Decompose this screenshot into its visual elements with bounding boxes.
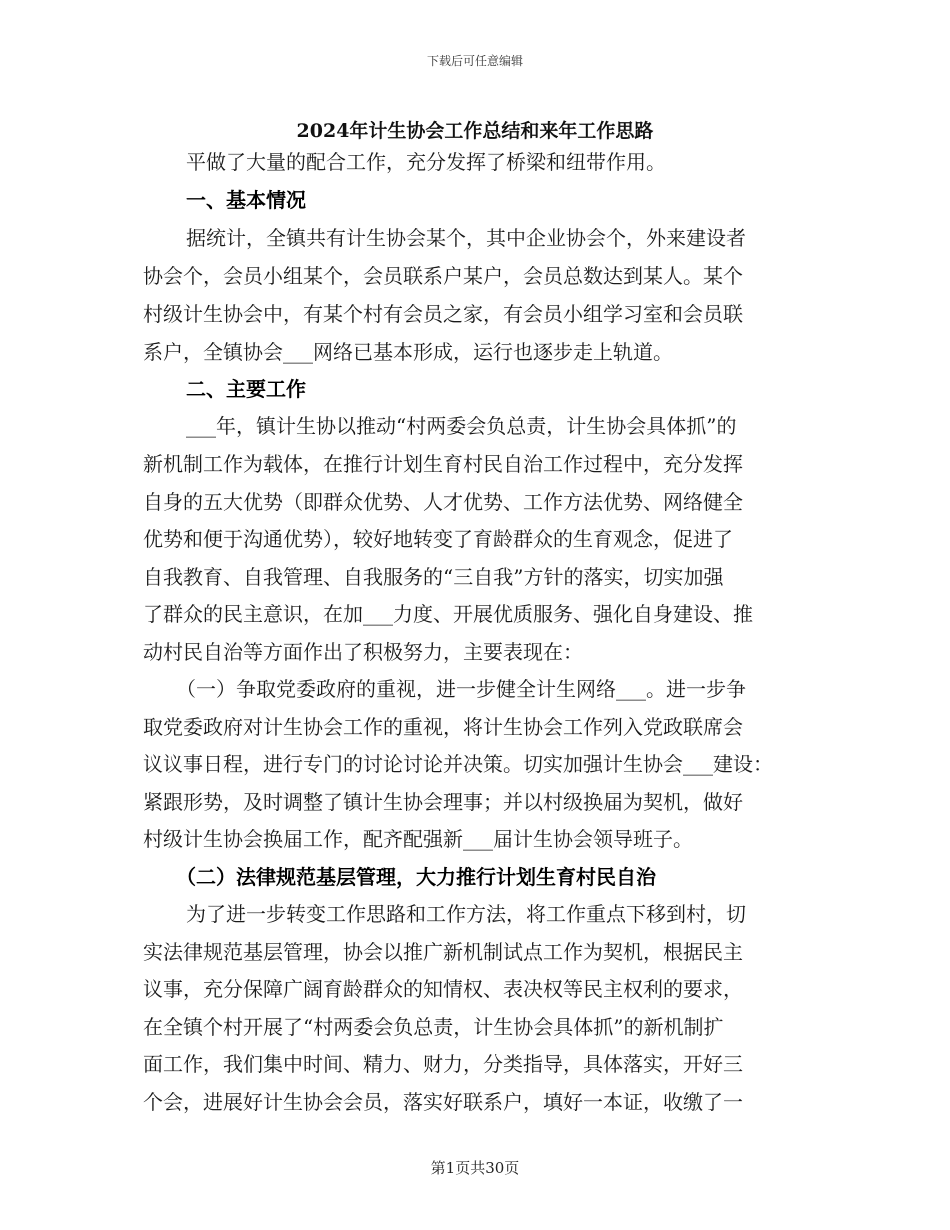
paragraph-line: 为了进一步转变工作思路和工作方法，将工作重点下移到村，切 [186, 902, 746, 926]
paragraph-line: 村级计生协会换届工作，配齐配强新___届计生协会领导班子。 [143, 827, 693, 851]
paragraph-line: 紧跟形势，及时调整了镇计生协会理事；并以村级换届为契机，做好 [143, 790, 743, 814]
section-heading: 二、主要工作 [186, 377, 306, 401]
paragraph-line: 平做了大量的配合工作，充分发挥了桥梁和纽带作用。 [186, 150, 666, 174]
paragraph-line: ___年，镇计生协以推动“村两委会负总责，计生协会具体抓”的 [186, 414, 737, 438]
paragraph-line: 个会，进展好计生协会会员，落实好联系户，填好一本证，收缴了一 [143, 1090, 743, 1114]
paragraph-line: 协会个，会员小组某个，会员联系户某户，会员总数达到某人。某个 [143, 264, 743, 288]
paragraph-line: 系户，全镇协会___网络已基本形成，运行也逐步走上轨道。 [143, 340, 673, 364]
paragraph-line: 自我教育、自我管理、自我服务的“三自我”方针的落实，切实加强 [143, 565, 724, 589]
paragraph-line: 议事，充分保障广阔育龄群众的知情权、表决权等民主权利的要求， [143, 977, 743, 1001]
paragraph-line: 动村民自治等方面作出了积极努力，主要表现在： [143, 640, 583, 664]
document-title: 2024年计生协会工作总结和来年工作思路 [296, 120, 654, 142]
paragraph-line: （一）争取党委政府的重视，进一步健全计生网络___。进一步争 [176, 677, 746, 701]
page-header: 下载后可任意编辑 [426, 54, 523, 68]
section-heading: 一、基本情况 [186, 188, 306, 212]
paragraph-line: 自身的五大优势（即群众优势、人才优势、工作方法优势、网络健全 [143, 490, 743, 514]
section-subheading: （二）法律规范基层管理，大力推行计划生育村民自治 [176, 865, 656, 889]
paragraph-line: 新机制工作为载体，在推行计划生育村民自治工作过程中，充分发挥 [143, 452, 743, 476]
paragraph-line: 取党委政府对计生协会工作的重视，将计生协会工作列入党政联席会 [143, 715, 743, 739]
paragraph-line: 议议事日程，进行专门的讨论讨论并决策。切实加强计生协会___建设： [143, 752, 773, 776]
paragraph-line: 面工作，我们集中时间、精力、财力，分类指导，具体落实，开好三 [143, 1052, 743, 1076]
paragraph-line: 实法律规范基层管理，协会以推广新机制试点工作为契机，根据民主 [143, 940, 743, 964]
paragraph-line: 据统计，全镇共有计生协会某个，其中企业协会个，外来建设者 [186, 226, 746, 250]
paragraph-line: 村级计生协会中，有某个村有会员之家，有会员小组学习室和会员联 [143, 302, 743, 326]
paragraph-line: 了群众的民主意识，在加___力度、开展优质服务、强化自身建设、推 [143, 602, 753, 626]
page-footer: 第1页共30页 [430, 1159, 520, 1177]
paragraph-line: 优势和便于沟通优势），较好地转变了育龄群众的生育观念，促进了 [143, 527, 733, 551]
paragraph-line: 在全镇个村开展了“村两委会负总责，计生协会具体抓”的新机制扩 [143, 1015, 724, 1039]
